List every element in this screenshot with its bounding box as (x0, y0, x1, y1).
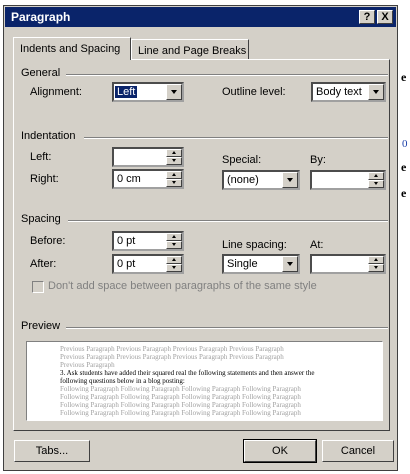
tab-label: Line and Page Breaks (138, 45, 247, 57)
chevron-down-icon[interactable] (282, 256, 298, 272)
paragraph-dialog (3, 5, 398, 471)
indent-left-spinner[interactable] (112, 147, 184, 167)
spin-up-icon[interactable] (166, 256, 182, 264)
preview-previous-line: Previous Paragraph Previous Paragraph Previous Paragraph Previous Paragraph (60, 345, 284, 353)
alignment-label: Alignment: (30, 86, 82, 98)
special-value: (none) (227, 174, 259, 186)
cancel-button[interactable] (322, 440, 394, 462)
spacing-group-label: Spacing (21, 213, 61, 225)
indentation-divider (84, 137, 388, 139)
at-spinner[interactable] (310, 254, 386, 274)
spin-down-icon[interactable] (166, 157, 182, 165)
background-link-mark: 0 (402, 138, 408, 150)
tab-line-and-page-breaks[interactable] (131, 39, 249, 59)
chevron-down-icon[interactable] (282, 172, 298, 188)
indent-left-label: Left: (30, 151, 52, 163)
title-bar[interactable] (5, 7, 396, 27)
indentation-group-label: Indentation (21, 130, 76, 142)
preview-following-line: Following Paragraph Following Paragraph Following Paragraph Following Paragraph (60, 393, 301, 401)
preview-pane (26, 341, 383, 421)
dont-add-space-label: Don't add space between paragraphs of the same style (48, 280, 317, 292)
preview-following-line: Following Paragraph Following Paragraph Following Paragraph Following Paragraph (60, 409, 301, 417)
by-label: By: (310, 154, 326, 166)
tab-label: Indents and Spacing (20, 43, 121, 55)
ok-button-label: OK (272, 445, 288, 457)
chevron-down-icon[interactable] (368, 84, 384, 100)
alignment-dropdown[interactable] (112, 82, 184, 102)
preview-main-line: following questions below in a blog posting: (60, 377, 185, 385)
preview-following-line: Following Paragraph Following Paragraph Following Paragraph Following Paragraph (60, 401, 301, 409)
outline-level-label: Outline level: (222, 86, 286, 98)
outline-level-value: Body text (316, 86, 362, 98)
ok-button[interactable] (244, 440, 316, 462)
by-spinner[interactable] (310, 170, 386, 190)
spin-down-icon[interactable] (166, 264, 182, 272)
spin-up-icon[interactable] (368, 256, 384, 264)
tabs-button[interactable] (14, 440, 90, 462)
preview-following-line: Following Paragraph Following Paragraph Following Paragraph Following Paragraph (60, 385, 301, 393)
line-spacing-label: Line spacing: (222, 239, 287, 251)
general-group-label: General (21, 67, 61, 79)
spin-up-icon[interactable] (166, 171, 182, 179)
spin-down-icon[interactable] (166, 241, 182, 249)
after-value: 0 pt (117, 258, 136, 270)
tab-indents-and-spacing[interactable] (13, 37, 131, 60)
indent-right-spinner[interactable] (112, 169, 184, 189)
line-spacing-value: Single (227, 258, 258, 270)
outline-level-dropdown[interactable] (311, 82, 386, 102)
preview-previous-line: Previous Paragraph Previous Paragraph Previous Paragraph Previous Paragraph (60, 353, 284, 361)
spin-up-icon[interactable] (368, 172, 384, 180)
close-button[interactable]: X (377, 10, 393, 24)
at-label: At: (310, 239, 324, 251)
before-spinner[interactable] (112, 231, 184, 251)
spacing-divider (68, 220, 388, 222)
indent-right-value: 0 cm (117, 173, 141, 185)
spin-up-icon[interactable] (166, 233, 182, 241)
after-label: After: (30, 258, 57, 270)
special-label: Special: (222, 154, 262, 166)
background-text-mark: e (401, 160, 407, 174)
line-spacing-dropdown[interactable] (222, 254, 300, 274)
after-spinner[interactable] (112, 254, 184, 274)
dont-add-space-checkbox[interactable] (32, 281, 44, 293)
background-text-mark: e (401, 70, 407, 84)
cancel-button-label: Cancel (340, 445, 376, 457)
background-text-mark: e (401, 186, 407, 200)
before-label: Before: (30, 235, 66, 247)
preview-main-line: 3. Ask students have added their squared real the following statements and then answer the (60, 369, 315, 377)
alignment-value: Left (117, 86, 136, 98)
spin-down-icon[interactable] (166, 179, 182, 187)
background-document-right (398, 0, 410, 474)
chevron-down-icon[interactable] (166, 84, 182, 100)
spin-down-icon[interactable] (368, 180, 384, 188)
spin-down-icon[interactable] (368, 264, 384, 272)
spin-up-icon[interactable] (166, 149, 182, 157)
general-divider (66, 74, 388, 76)
before-value: 0 pt (117, 235, 136, 247)
tabs-button-label: Tabs... (35, 445, 69, 457)
preview-group-label: Preview (21, 320, 61, 332)
dialog-title: Paragraph (11, 10, 71, 24)
preview-previous-line: Previous Paragraph (60, 361, 115, 369)
special-dropdown[interactable] (222, 170, 300, 190)
preview-divider (66, 327, 388, 329)
indent-right-label: Right: (30, 173, 59, 185)
help-button[interactable]: ? (359, 10, 375, 24)
